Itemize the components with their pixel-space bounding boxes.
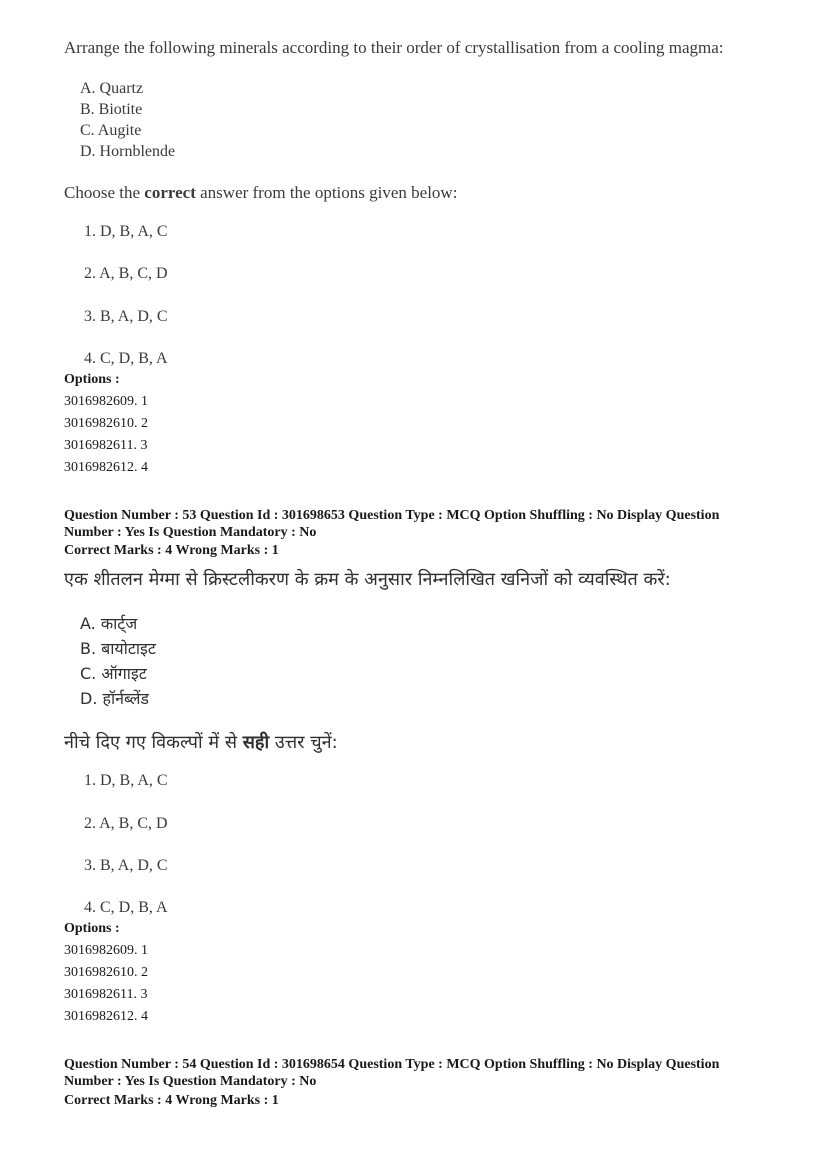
option-code: 3016982609. 1	[64, 943, 148, 958]
answer-option: 4. C, D, B, A	[84, 350, 168, 367]
choose-prefix: Choose the	[64, 183, 145, 202]
mineral-item-hindi: D. हॉर्नब्लेंड	[80, 689, 149, 708]
choose-prefix: नीचे दिए गए विकल्पों में से	[64, 732, 243, 753]
mineral-item: D. Hornblende	[80, 143, 176, 160]
choose-bold: correct	[144, 183, 196, 202]
marks-info: Correct Marks : 4 Wrong Marks : 1	[64, 1093, 279, 1108]
question-meta-line: Number : Yes Is Question Mandatory : No	[64, 525, 317, 540]
choose-instruction	[64, 183, 457, 203]
question-text: Arrange the following minerals according to their order of crystallisation from a cooling magma:	[64, 38, 724, 57]
answer-option: 1. D, B, A, C	[84, 223, 168, 240]
answer-option: 2. A, B, C, D	[84, 815, 168, 832]
option-code: 3016982610. 2	[64, 965, 148, 980]
mineral-item-hindi: C. ऑगाइट	[80, 664, 147, 683]
question-meta-line: Number : Yes Is Question Mandatory : No	[64, 1074, 317, 1089]
choose-instruction-hindi	[64, 730, 338, 754]
question-meta	[64, 1056, 764, 1090]
option-code: 3016982610. 2	[64, 416, 148, 431]
choose-suffix: उत्तर चुनें:	[269, 732, 338, 753]
mineral-item: A. Quartz	[80, 80, 144, 97]
choose-bold: सही	[242, 732, 270, 753]
question-meta-line: Question Number : 54 Question Id : 301698654 Question Type : MCQ Option Shuffling : No Display Question	[64, 1057, 720, 1072]
option-code: 3016982611. 3	[64, 987, 148, 1002]
answer-option: 3. B, A, D, C	[84, 857, 168, 874]
mineral-item-hindi: B. बायोटाइट	[80, 639, 156, 658]
options-label: Options :	[64, 372, 120, 387]
mineral-item: B. Biotite	[80, 101, 143, 118]
option-code: 3016982612. 4	[64, 460, 148, 475]
question-text-hindi: एक शीतलन मेग्मा से क्रिस्टलीकरण के क्रम के अनुसार निम्नलिखित खनिजों को व्यवस्थित करें:	[64, 569, 671, 590]
question-meta	[64, 507, 764, 541]
mineral-item: C. Augite	[80, 122, 142, 139]
question-meta-line: Question Number : 53 Question Id : 301698653 Question Type : MCQ Option Shuffling : No Display Question	[64, 508, 720, 523]
marks-info: Correct Marks : 4 Wrong Marks : 1	[64, 543, 279, 558]
answer-option: 2. A, B, C, D	[84, 265, 168, 282]
option-code: 3016982609. 1	[64, 394, 148, 409]
option-code: 3016982611. 3	[64, 438, 148, 453]
options-label: Options :	[64, 921, 120, 936]
answer-option: 1. D, B, A, C	[84, 772, 168, 789]
choose-suffix: answer from the options given below:	[195, 183, 458, 202]
answer-option: 3. B, A, D, C	[84, 308, 168, 325]
option-code: 3016982612. 4	[64, 1009, 148, 1024]
answer-option: 4. C, D, B, A	[84, 899, 168, 916]
mineral-item-hindi: A. कार्ट्ज	[80, 614, 138, 633]
